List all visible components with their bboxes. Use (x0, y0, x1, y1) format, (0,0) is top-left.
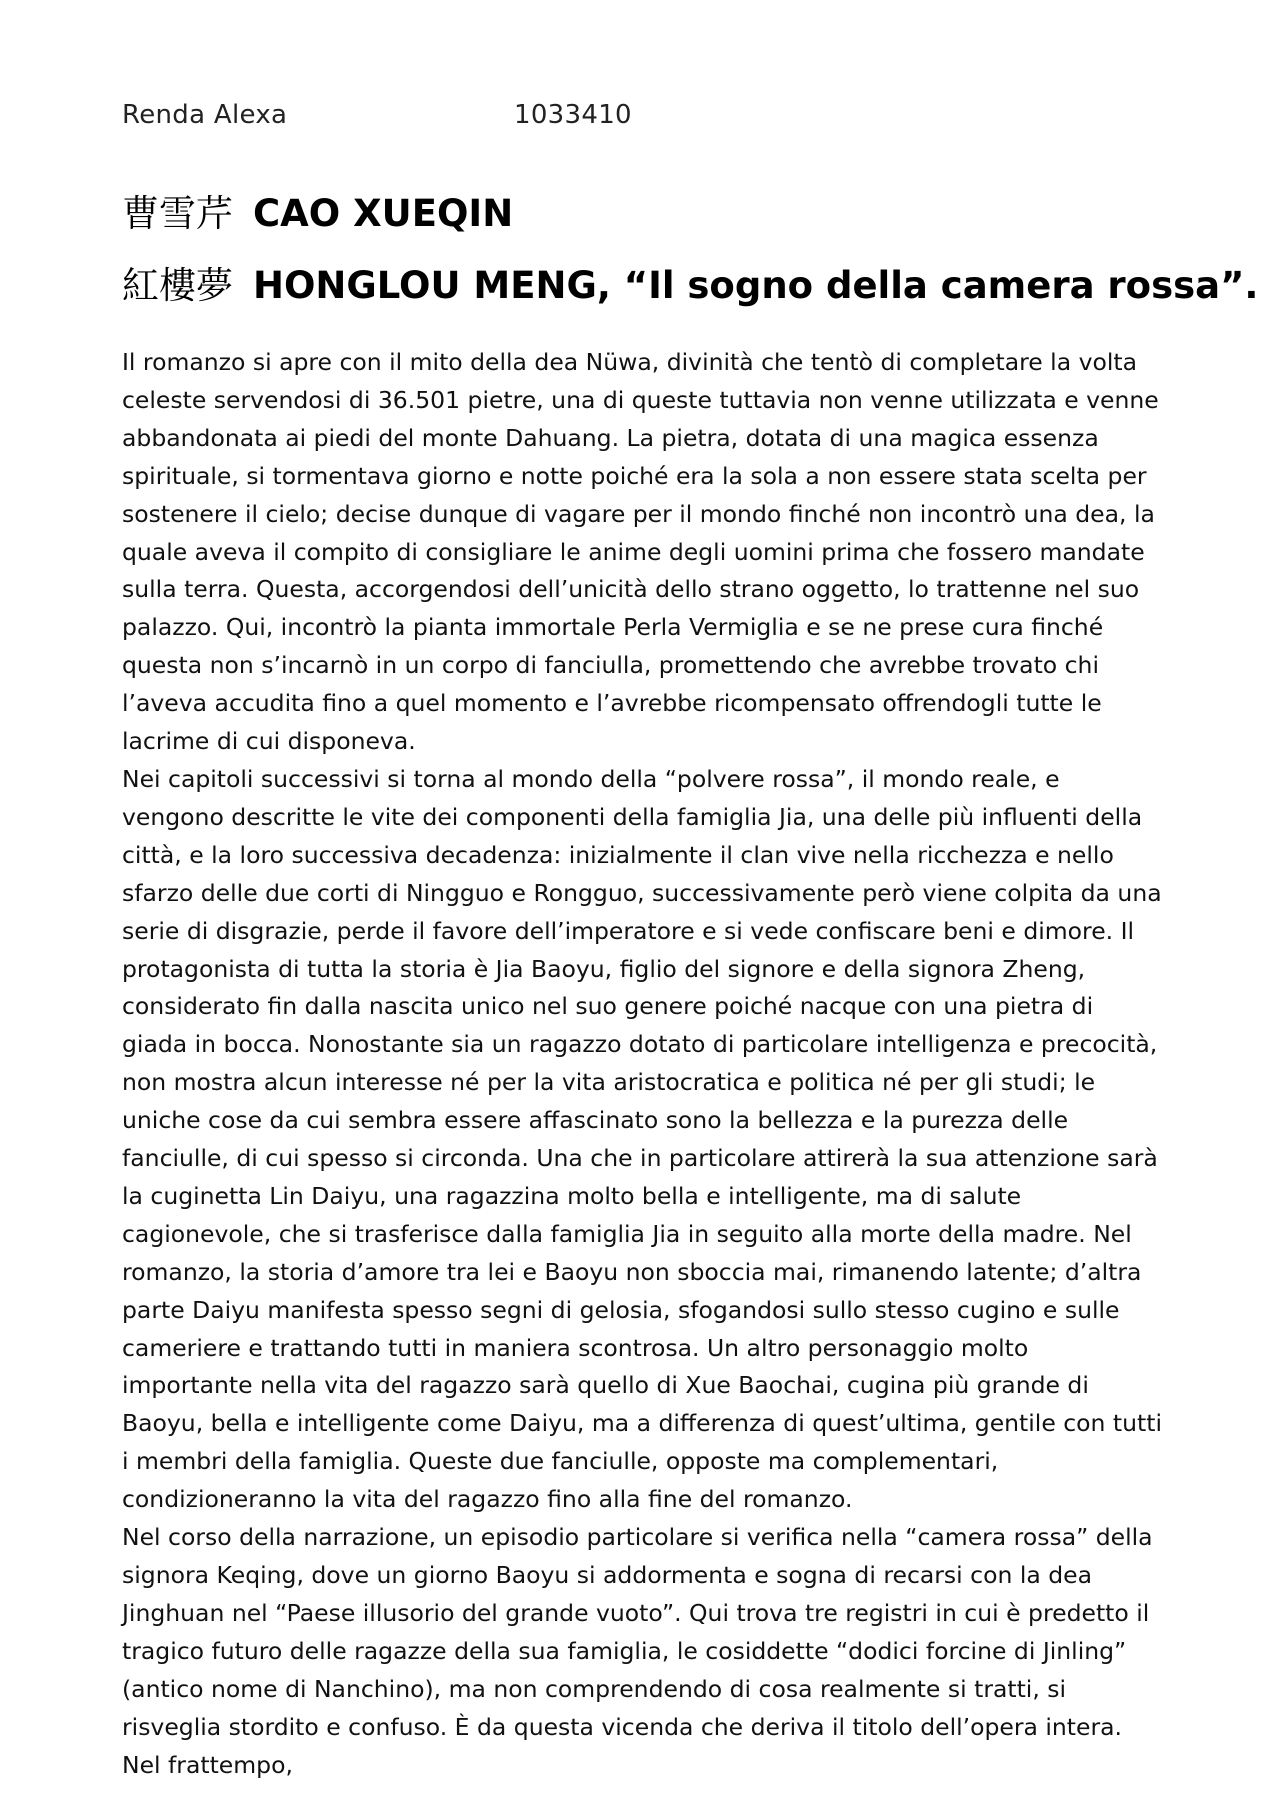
work-heading (122, 262, 1258, 310)
work-chinese-title: 紅樓夢 (122, 264, 233, 307)
paragraph-3: Nel corso della narrazione, un episodio particolare si verifica nella “camera rossa” della signora Keqing, dove un giorno Baoyu si addormenta e sogna di recarsi con la dea Jinghuan nel “Paese illusorio del grande vuoto”. Qui trova tre registri in cui è predetto il tragico futuro delle ragazze della sua famiglia, le cosiddette “dodici forcine di Jinling” (antico nome di Nanchino), ma non comprendendo di cosa realmente si tratti, si risveglia stordito e confuso. È da questa vicenda che deriva il titolo dell’opera intera. Nel frattempo, (122, 1523, 1153, 1779)
paragraph-1: Il romanzo si apre con il mito della dea Nüwa, divinità che tentò di completare la volta celeste servendosi di 36.501 pietre, una di queste tuttavia non venne utilizzata e venne abbandonata ai piedi del monte Dahuang. La pietra, dotata di una magica essenza spirituale, si tormentava giorno e notte poiché era la sola a non essere stata scelta per sostenere il cielo; decise dunque di vagare per il mondo finché non incontrò una dea, la quale aveva il compito di consigliare le anime degli uomini prima che fossero mandate sulla terra. Questa, accorgendosi dell’unicità dello strano oggetto, lo trattenne nel suo palazzo. Qui, incontrò la pianta immortale Perla Vermiglia e se ne prese cura finché questa non s’incarnò in un corpo di fanciulla, promettendo che avrebbe trovato chi l’aveva accudita fino a quel momento e l’avrebbe ricompensato offrendogli tutte le lacrime di cui disponeva. (122, 348, 1159, 756)
author-name: Renda Alexa (122, 100, 288, 130)
author-pinyin-name: CAO XUEQIN (253, 192, 514, 235)
paragraph-2: Nei capitoli successivi si torna al mondo della “polvere rossa”, il mondo reale, e vengono descritte le vite dei componenti della famiglia Jia, una delle più influenti della città, e la loro successiva decadenza: inizialmente il clan vive nella ricchezza e nello sfarzo delle due corti di Ningguo e Rongguo, successivamente però viene colpita da una serie di disgrazie, perde il favore dell’imperatore e si vede confiscare beni e dimore. Il protagonista di tutta la storia è Jia Baoyu, figlio del signore e della signora Zheng, considerato fin dalla nascita unico nel suo genere poiché nacque con una pietra di giada in bocca. Nonostante sia un ragazzo dotato di particolare intelligenza e precocità, non mostra alcun interesse né per la vita aristocratica e politica né per gli studi; le uniche cose da cui sembra essere affascinato sono la bellezza e la purezza delle fanciulle, di cui spesso si circonda. Una che in particolare attirerà la sua attenzione sarà la cuginetta Lin Daiyu, una ragazzina molto bella e intelligente, ma di salute cagionevole, che si trasferisce dalla famiglia Jia in seguito alla morte della madre. Nel romanzo, la storia d’amore tra lei e Baoyu non sboccia mai, rimanendo latente; d’altra parte Daiyu manifesta spesso segni di gelosia, sfogandosi sullo stesso cugino e sulle cameriere e trattando tutti in maniera scontrosa. Un altro personaggio molto importante nella vita del ragazzo sarà quello di Xue Baochai, cugina più grande di Baoyu, bella e intelligente come Daiyu, ma a differenza di quest’ultima, gentile con tutti i membri della famiglia. Queste due fanciulle, opposte ma complementari, condizioneranno la vita del ragazzo fino alla fine del romanzo. (122, 764, 1162, 1514)
author-chinese-name: 曹雪芹 (122, 192, 233, 235)
body-text (122, 344, 1162, 1784)
work-title: HONGLOU MENG, “Il sogno della camera rossa”. (253, 264, 1259, 307)
author-heading (122, 190, 513, 238)
student-id: 1033410 (514, 100, 632, 130)
